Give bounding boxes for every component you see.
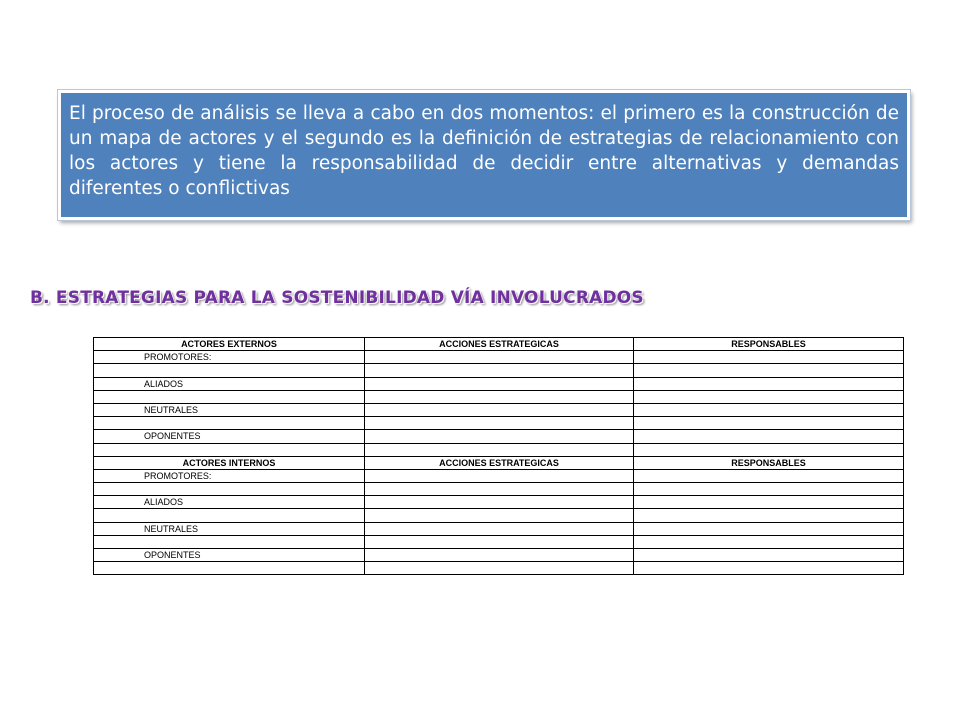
row-label <box>94 390 365 403</box>
table-cell <box>365 377 634 390</box>
table-cell <box>634 403 904 416</box>
table-cell <box>365 549 634 562</box>
row-label: NEUTRALES <box>94 522 365 535</box>
header-actores-externos: ACTORES EXTERNOS <box>94 338 365 351</box>
table-cell <box>634 562 904 575</box>
table-cell <box>365 469 634 482</box>
table-cell <box>365 443 634 456</box>
table-row <box>94 351 904 364</box>
table-cell <box>365 430 634 443</box>
table-cell <box>365 562 634 575</box>
row-label: ALIADOS <box>94 496 365 509</box>
external-header-row <box>94 338 904 351</box>
table-cell <box>634 535 904 548</box>
table-row <box>94 390 904 403</box>
table-row <box>94 496 904 509</box>
row-label: PROMOTORES: <box>94 469 365 482</box>
row-label <box>94 562 365 575</box>
header-actores-internos: ACTORES INTERNOS <box>94 456 365 469</box>
row-label <box>94 483 365 496</box>
table-cell <box>634 483 904 496</box>
table-cell <box>634 509 904 522</box>
table-row <box>94 522 904 535</box>
table-cell <box>634 377 904 390</box>
table-cell <box>365 496 634 509</box>
table-cell <box>365 535 634 548</box>
internal-header-row <box>94 456 904 469</box>
table-cell <box>365 509 634 522</box>
row-label <box>94 364 365 377</box>
strategy-table <box>93 337 904 575</box>
row-label: PROMOTORES: <box>94 351 365 364</box>
table-cell <box>634 549 904 562</box>
row-label <box>94 417 365 430</box>
table-cell <box>365 364 634 377</box>
table-row <box>94 403 904 416</box>
section-heading: B. ESTRATEGIAS PARA LA SOSTENIBILIDAD VÍA INVOLUCRADOS <box>30 288 644 308</box>
table-row <box>94 443 904 456</box>
table-row <box>94 417 904 430</box>
intro-text: El proceso de análisis se lleva a cabo en dos momentos: el primero es la construcción de un mapa de actores y el segundo es la definición de estrategias de relacionamiento con los actores y tiene la responsabilidad de decidir entre alternativas y demandas diferentes o conflictivas <box>69 103 899 199</box>
row-label <box>94 535 365 548</box>
row-label <box>94 443 365 456</box>
table-cell <box>365 390 634 403</box>
table-row <box>94 364 904 377</box>
table-row <box>94 562 904 575</box>
table-cell <box>365 403 634 416</box>
table-cell <box>634 430 904 443</box>
table-row <box>94 549 904 562</box>
header-acciones-estrategicas: ACCIONES ESTRATEGICAS <box>365 456 634 469</box>
table-row <box>94 377 904 390</box>
row-label: NEUTRALES <box>94 403 365 416</box>
row-label: ALIADOS <box>94 377 365 390</box>
table-row <box>94 509 904 522</box>
table-cell <box>634 351 904 364</box>
table-cell <box>634 443 904 456</box>
table-cell <box>634 417 904 430</box>
table-cell <box>365 351 634 364</box>
table-cell <box>634 496 904 509</box>
table-cell <box>634 390 904 403</box>
table-cell <box>634 364 904 377</box>
table-row <box>94 430 904 443</box>
table-cell <box>634 522 904 535</box>
table-row <box>94 469 904 482</box>
row-label <box>94 509 365 522</box>
row-label: OPONENTES <box>94 549 365 562</box>
row-label: OPONENTES <box>94 430 365 443</box>
intro-text-box <box>58 90 910 220</box>
table-cell <box>365 417 634 430</box>
table-cell <box>634 469 904 482</box>
table-cell <box>365 483 634 496</box>
header-responsables: RESPONSABLES <box>634 456 904 469</box>
table-row <box>94 535 904 548</box>
header-acciones-estrategicas: ACCIONES ESTRATEGICAS <box>365 338 634 351</box>
header-responsables: RESPONSABLES <box>634 338 904 351</box>
table-cell <box>365 522 634 535</box>
table-row <box>94 483 904 496</box>
